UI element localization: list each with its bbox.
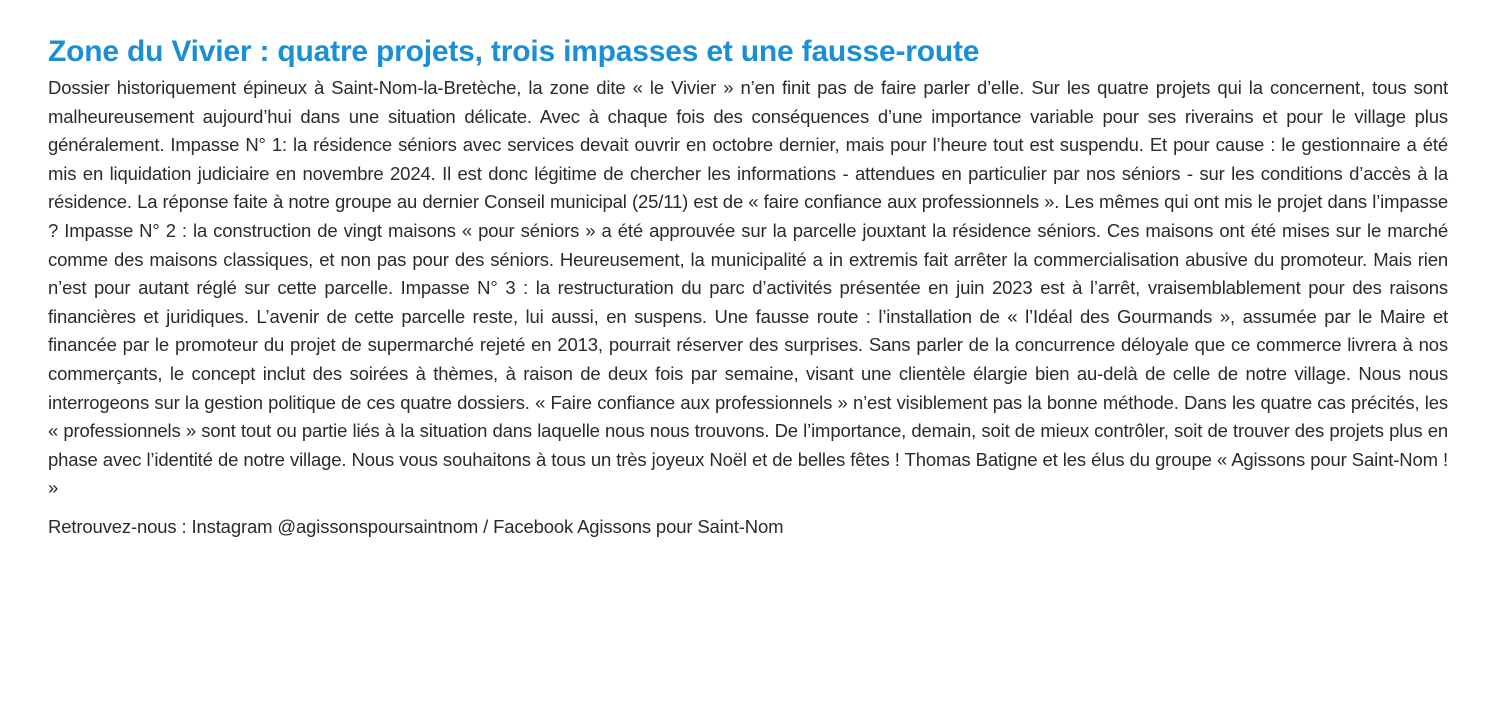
article: [48, 30, 1448, 541]
article-title: Zone du Vivier : quatre projets, trois impasses et une fausse-route: [48, 35, 980, 68]
article-body: Dossier historiquement épineux à Saint-Nom-la-Bretèche, la zone dite « le Vivier » n’en finit pas de faire parler d’elle. Sur les quatre projets qui la concernent, tous sont malheureusement aujourd’hui dans une situation délicate. Avec à chaque fois des conséquences d’une importance variable pour ses riverains et pour le village plus généralement. Impasse N° 1: la résidence séniors avec services devait ouvrir en octobre dernier, mais pour l’heure tout est suspendu. Et pour cause : le gestionnaire a été mis en liquidation judiciaire en novembre 2024. Il est donc légitime de chercher les informations - attendues en particulier par nos séniors - sur les conditions d’accès à la résidence. La réponse faite à notre groupe au dernier Conseil municipal (25/11) est de « faire confiance aux professionnels ». Les mêmes qui ont mis le projet dans l’impasse ? Impasse N° 2 : la construction de vingt maisons « pour séniors » a été approuvée sur la parcelle jouxtant la résidence séniors. Ces maisons ont été mises sur le marché comme des maisons classiques, et non pas pour des séniors. Heureusement, la municipalité a in extremis fait arrêter la commercialisation abusive du promoteur. Mais rien n’est pour autant réglé sur cette parcelle. Impasse N° 3 : la restructuration du parc d’activités présentée en juin 2023 est à l’arrêt, vraisemblablement pour des raisons financières et juridiques. L’avenir de cette parcelle reste, lui aussi, en suspens. Une fausse route : l’installation de « l’Idéal des Gourmands », assumée par le Maire et financée par le promoteur du projet de supermarché rejeté en 2013, pourrait réserver des surprises. Sans parler de la concurrence déloyale que ce commerce livrera à nos commerçants, le concept inclut des soirées à thèmes, à raison de deux fois par semaine, visant une clientèle élargie bien au-delà de celle de notre village. Nous nous interrogeons sur la gestion politique de ces quatre dossiers. « Faire confiance aux professionnels » n’est visiblement pas la bonne méthode. Dans les quatre cas précités, les « professionnels » sont tout ou partie liés à la situation dans laquelle nous nous trouvons. De l’importance, demain, soit de mieux contrôler, soit de trouver des projets plus en phase avec l’identité de notre village. Nous vous souhaitons à tous un très joyeux Noël et de belles fêtes ! Thomas Batigne et les élus du groupe « Agissons pour Saint-Nom ! »: [48, 77, 1448, 499]
article-footer-social-links: Retrouvez-nous : Instagram @agissonspoursaintnom / Facebook Agissons pour Saint-Nom: [48, 515, 784, 537]
